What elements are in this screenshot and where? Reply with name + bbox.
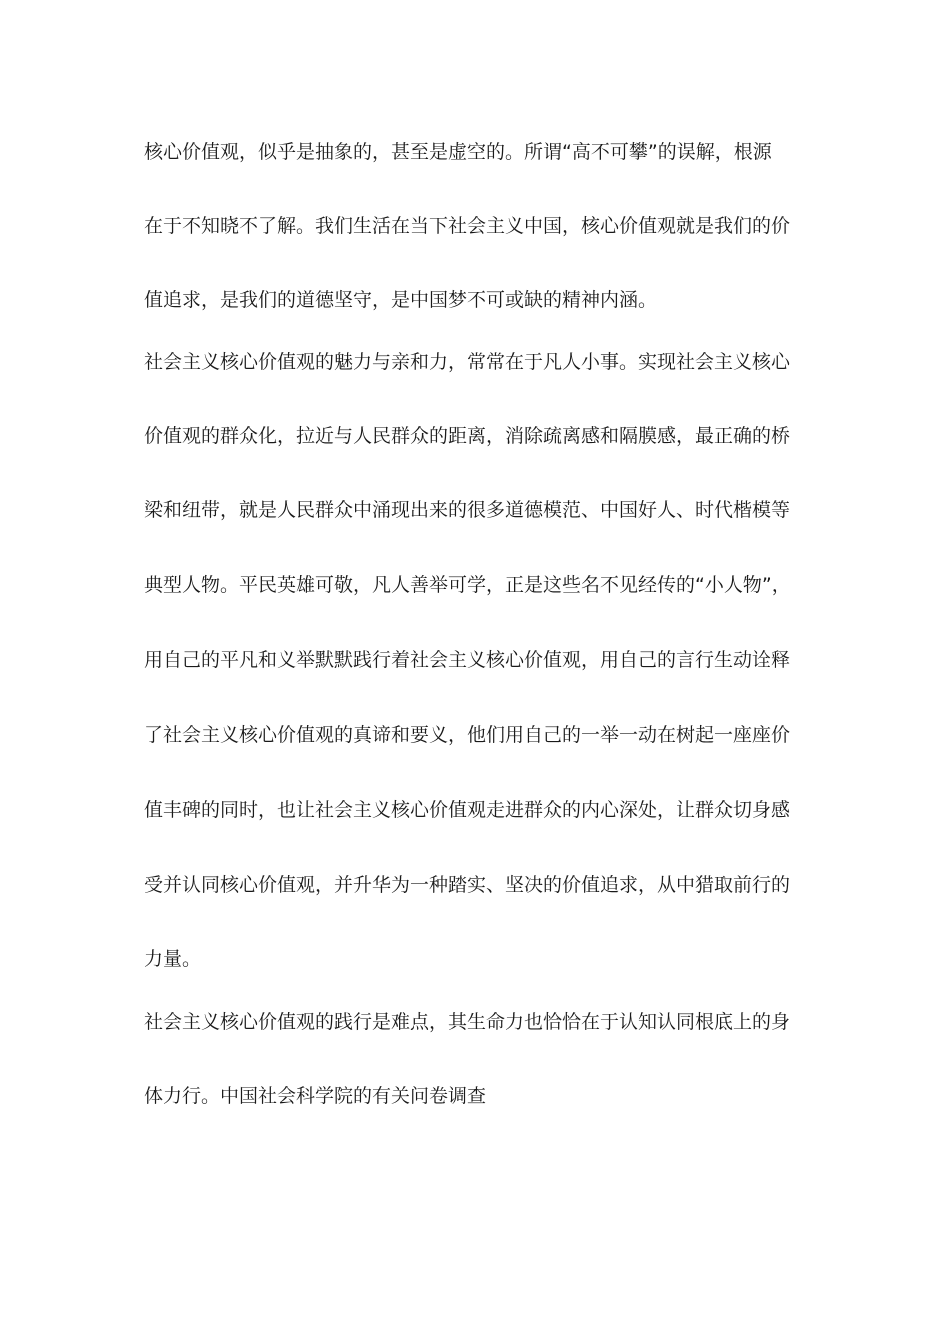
text-line: 社会主义核心价值观的魅力与亲和力，常常在于凡人小事。实现社会主义核心 bbox=[144, 351, 791, 373]
text-line: 价值观的群众化，拉近与人民群众的距离，消除疏离感和隔膜感，最正确的桥 bbox=[144, 425, 791, 447]
text-line: 值追求，是我们的道德坚守，是中国梦不可或缺的精神内涵。 bbox=[144, 289, 658, 311]
text-line: 受并认同核心价值观，并升华为一种踏实、坚决的价值追求，从中猎取前行的 bbox=[144, 874, 791, 896]
text-line: 了社会主义核心价值观的真谛和要义，他们用自己的一举一动在树起一座座价 bbox=[144, 724, 791, 746]
text-line: 值丰碑的同时，也让社会主义核心价值观走进群众的内心深处，让群众切身感 bbox=[144, 799, 791, 821]
text-line: 社会主义核心价值观的践行是难点，其生命力也恰恰在于认知认同根底上的身 bbox=[144, 1011, 791, 1033]
text-line: 典型人物。平民英雄可敬，凡人善举可学，正是这些名不见经传的“小人物”， bbox=[144, 574, 791, 596]
text-line: 核心价值观，似乎是抽象的，甚至是虚空的。所谓“高不可攀”的误解，根源 bbox=[144, 141, 772, 163]
text-line: 力量。 bbox=[144, 948, 202, 970]
text-line: 体力行。中国社会科学院的有关问卷调查 bbox=[144, 1085, 487, 1107]
text-line: 用自己的平凡和义举默默践行着社会主义核心价值观，用自己的言行生动诠释 bbox=[144, 649, 791, 671]
text-line: 梁和纽带，就是人民群众中涌现出来的很多道德模范、中国好人、时代楷模等 bbox=[144, 499, 791, 521]
text-line: 在于不知晓不了解。我们生活在当下社会主义中国，核心价值观就是我们的价 bbox=[144, 215, 791, 237]
